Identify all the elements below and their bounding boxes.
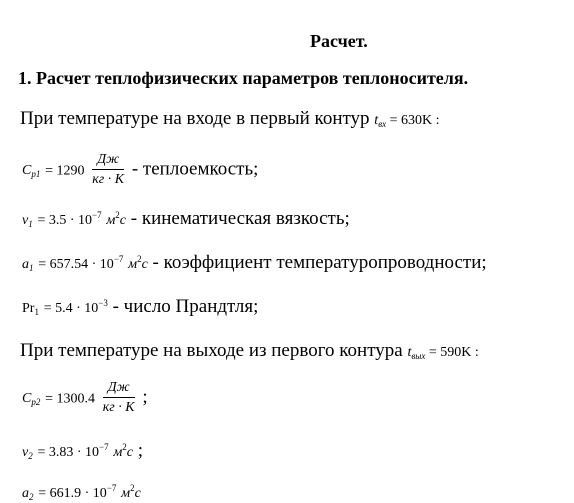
outlet-t-symbol: t [407, 345, 412, 360]
inlet-cp-line [22, 152, 258, 188]
outlet-nu-letter: ν [22, 445, 29, 460]
inlet-a-value [38, 254, 124, 272]
inlet-pr-line [22, 296, 258, 318]
outlet-nu-sub: 2 [28, 451, 33, 461]
outlet-nu-desc: ; [137, 440, 144, 461]
inlet-a-desc: - коэффициент температуропроводности; [152, 252, 487, 273]
inlet-a-symbol [22, 257, 34, 272]
outlet-cp-sub: p2 [31, 397, 41, 408]
outlet-a-sub: 2 [29, 492, 34, 502]
section-heading: 1. Расчет теплофизических параметров теплоносителя. [18, 68, 469, 88]
inlet-pr-symbol [22, 301, 39, 316]
inlet-nu-sub: 1 [28, 219, 33, 229]
outlet-nu-unit [113, 442, 134, 460]
inlet-cp-unit-den: кг · K [92, 172, 125, 187]
inlet-cp-unit [92, 152, 124, 188]
outlet-a-letter: a [22, 486, 29, 501]
inlet-pr-value [43, 298, 108, 316]
inlet-pr-desc: - число Прандтля; [112, 296, 259, 317]
outlet-a-line [22, 481, 141, 503]
inlet-nu-unit [106, 210, 127, 228]
outlet-a-unit [121, 483, 141, 501]
page-title: Расчет. [310, 31, 368, 51]
outlet-nu-unit-s: с [126, 445, 134, 460]
inlet-cp-letter: C [22, 163, 32, 179]
outlet-t-sub: вых [411, 351, 426, 361]
inlet-pr-mantissa: = 5.4 · 10 [43, 301, 99, 316]
inlet-a-unit-s: с [141, 257, 148, 272]
inlet-nu-unit-m: м [106, 213, 116, 228]
outlet-a-exp: −7 [106, 483, 117, 493]
inlet-t-value: = 630K : [389, 113, 440, 128]
outlet-cp-symbol [22, 391, 40, 406]
outlet-a-unit-s: с [134, 486, 141, 501]
inlet-intro [20, 108, 440, 130]
inlet-intro-text: При температуре на входе в первый контур [20, 108, 370, 129]
outlet-nu-unit-exp: 2 [122, 442, 127, 452]
inlet-pr-sub: 1 [34, 307, 39, 317]
inlet-cp-value: = 1290 [45, 163, 85, 179]
outlet-a-symbol [22, 486, 34, 501]
outlet-nu-unit-m: м [113, 445, 123, 460]
outlet-nu-value [37, 442, 109, 460]
inlet-a-line [22, 252, 487, 274]
inlet-nu-unit-exp: 2 [115, 210, 120, 220]
outlet-nu-exp: −7 [99, 442, 109, 452]
outlet-cp-desc: ; [142, 386, 148, 408]
outlet-temperature [407, 345, 478, 360]
inlet-pr-letters: Pr [22, 301, 35, 316]
outlet-cp-value: = 1300.4 [45, 391, 95, 407]
inlet-nu-desc: - кинематическая вязкость; [130, 208, 350, 229]
outlet-t-value: = 590K : [428, 345, 479, 360]
inlet-nu-value [37, 210, 102, 228]
outlet-cp-unit [103, 380, 135, 416]
inlet-a-sub: 1 [29, 263, 34, 273]
outlet-intro [20, 340, 479, 362]
inlet-a-mantissa: = 657.54 · 10 [38, 257, 114, 272]
inlet-a-unit [128, 254, 148, 272]
inlet-nu-exp: −7 [92, 210, 102, 220]
outlet-a-unit-exp: 2 [130, 483, 135, 493]
outlet-a-unit-m: м [121, 486, 131, 501]
inlet-nu-symbol [22, 213, 33, 228]
outlet-intro-text: При температуре на выходе из первого контура [20, 340, 403, 361]
outlet-cp-line [22, 380, 148, 416]
inlet-a-letter: a [22, 257, 29, 272]
inlet-cp-sub: p1 [31, 169, 41, 180]
outlet-nu-symbol [22, 445, 33, 460]
inlet-a-unit-m: м [128, 257, 138, 272]
outlet-nu-mantissa: = 3.83 · 10 [37, 445, 100, 460]
outlet-cp-letter: C [22, 391, 32, 407]
inlet-nu-mantissa: = 3.5 · 10 [37, 213, 93, 228]
inlet-t-sub: вх [378, 119, 387, 129]
outlet-cp-unit-den: кг · K [102, 400, 135, 415]
outlet-cp-unit-num: Дж [103, 380, 135, 398]
outlet-a-value [38, 483, 117, 501]
inlet-pr-exp: −3 [98, 298, 108, 308]
inlet-cp-unit-num: Дж [92, 152, 124, 170]
inlet-a-unit-exp: 2 [137, 254, 142, 264]
inlet-temperature [374, 113, 439, 128]
inlet-nu-unit-s: с [119, 213, 127, 228]
inlet-cp-symbol [22, 163, 40, 178]
inlet-cp-desc: - теплоемкость; [131, 158, 259, 180]
outlet-nu-line [22, 440, 143, 462]
outlet-a-mantissa: = 661.9 · 10 [38, 486, 107, 501]
inlet-a-exp: −7 [113, 254, 124, 264]
inlet-t-symbol: t [374, 113, 379, 128]
inlet-nu-letter: ν [22, 213, 29, 228]
inlet-nu-line [22, 208, 350, 230]
